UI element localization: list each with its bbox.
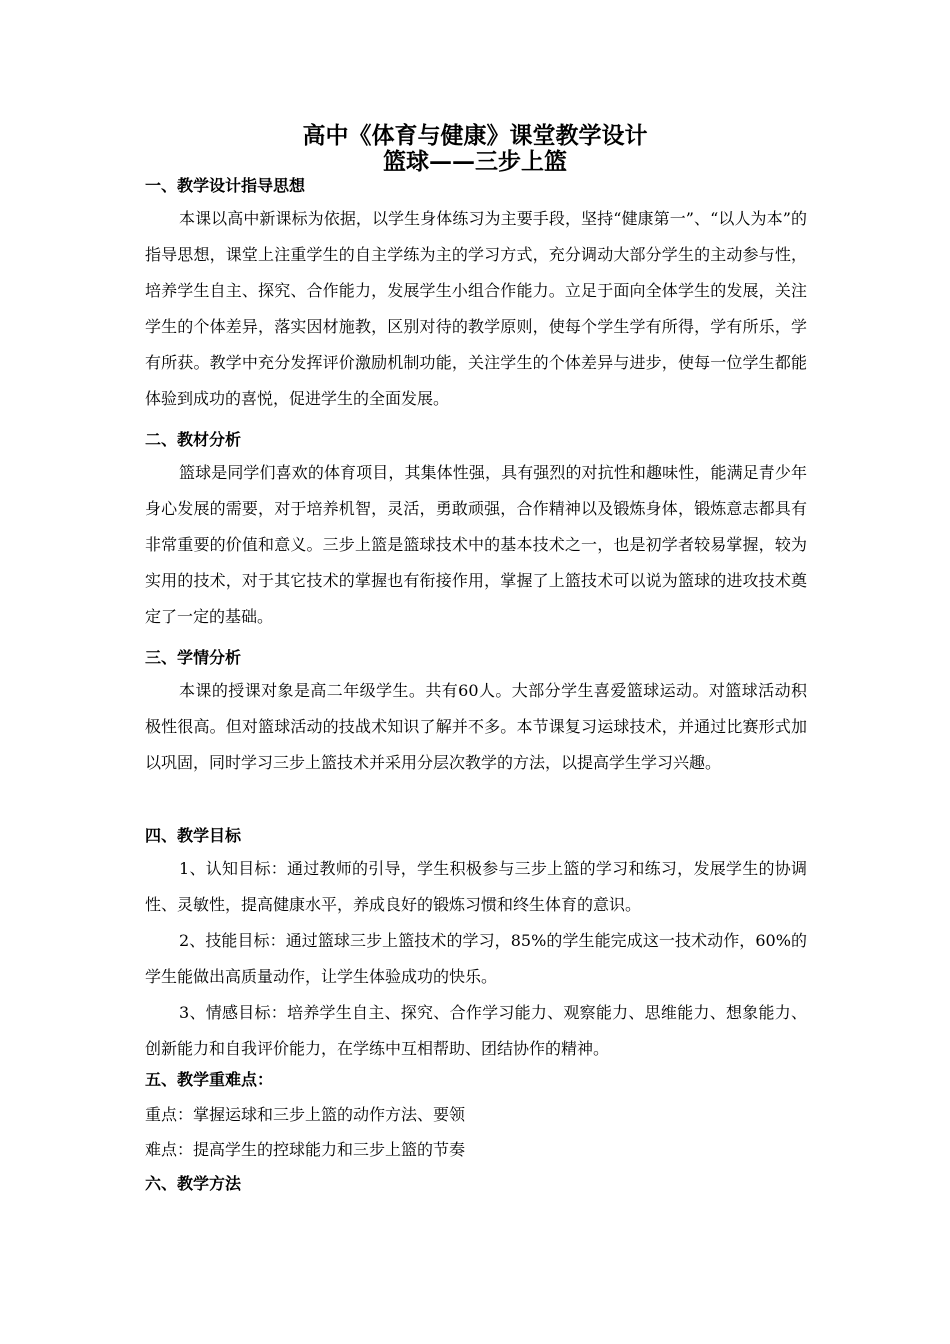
- section-heading-teaching-methods: 六、教学方法: [145, 1174, 242, 1193]
- difficult-point-line: 难点：提高学生的控球能力和三步上篮的节奏: [145, 1140, 466, 1159]
- document-title: 高中《体育与健康》课堂教学设计: [302, 122, 648, 149]
- objective-paragraph-cognitive: 1、认知目标：通过教师的引导，学生积极参与三步上篮的学习和练习，发展学生的协调性、灵敏性，提高健康水平，养成良好的锻炼习惯和终生体育的意识。: [145, 859, 807, 914]
- section-heading-key-difficulties: 五、教学重难点：: [145, 1070, 274, 1089]
- objective-paragraph-skill: 2、技能目标：通过篮球三步上篮技术的学习，85%的学生能完成这一技术动作，60%的学生能做出高质量动作，让学生体验成功的快乐。: [145, 931, 807, 986]
- section-heading-learner-analysis: 三、学情分析: [145, 648, 242, 667]
- key-point-line: 重点：掌握运球和三步上篮的动作方法、要领: [145, 1105, 466, 1124]
- section-paragraph: 篮球是同学们喜欢的体育项目，其集体性强，具有强烈的对抗性和趣味性，能满足青少年身心发展的需要，对于培养机智，灵活，勇敢顽强，合作精神以及锻炼身体，锻炼意志都具有非常重要的价值和意义。三步上篮是篮球技术中的基本技术之一，也是初学者较易掌握，较为实用的技术，对于其它技术的掌握也有衔接作用，掌握了上篮技术可以说为篮球的进攻技术奠定了一定的基础。: [145, 463, 807, 626]
- document-subtitle: 篮球——三步上篮: [383, 148, 567, 175]
- objective-paragraph-affective: 3、情感目标：培养学生自主、探究、合作学习能力、观察能力、思维能力、想象能力、创新能力和自我评价能力，在学练中互相帮助、团结协作的精神。: [145, 1003, 807, 1058]
- section-heading-teaching-objectives: 四、教学目标: [145, 826, 242, 845]
- section-paragraph: 本课以高中新课标为依据，以学生身体练习为主要手段，坚持“健康第一”、“以人为本”的指导思想，课堂上注重学生的自主学练为主的学习方式，充分调动大部分学生的主动参与性，培养学生自主、探究、合作能力，发展学生小组合作能力。立足于面向全体学生的发展，关注学生的个体差异，落实因材施教，区别对待的教学原则，使每个学生学有所得，学有所乐，学有所获。教学中充分发挥评价激励机制功能，关注学生的个体差异与进步，使每一位学生都能体验到成功的喜悦，促进学生的全面发展。: [145, 209, 807, 408]
- section-paragraph: 本课的授课对象是高二年级学生。共有60人。大部分学生喜爱篮球运动。对篮球活动积极性很高。但对篮球活动的技战术知识了解并不多。本节课复习运球技术，并通过比赛形式加以巩固，同时学习三步上篮技术并采用分层次教学的方法，以提高学生学习兴趣。: [145, 681, 807, 772]
- section-heading-guiding-ideology: 一、教学设计指导思想: [145, 176, 306, 195]
- section-heading-material-analysis: 二、教材分析: [145, 430, 242, 449]
